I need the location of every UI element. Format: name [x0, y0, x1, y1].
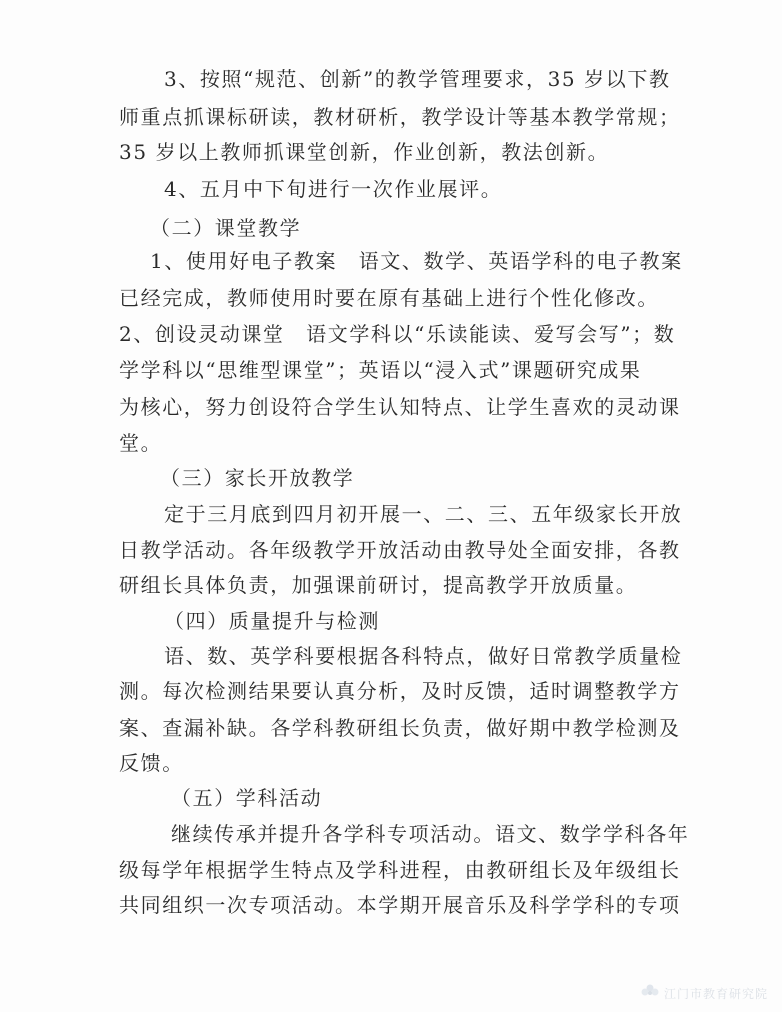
text-line: 案、查漏补缺。各学科教研组长负责，做好期中教学检测及 [119, 716, 681, 740]
watermark [640, 982, 768, 1004]
text-line: 3、按照“规范、创新”的教学管理要求，35 岁以下教 [164, 67, 671, 91]
text-line: 定于三月底到四月初开展一、二、三、五年级家长开放 [164, 502, 683, 526]
section-heading: （三）家长开放教学 [160, 466, 355, 490]
text-line: 为核心，努力创设符合学生认知特点、让学生喜欢的灵动课 [119, 395, 681, 419]
text-line: 日教学活动。各年级教学开放活动由教导处全面安排，各教 [119, 538, 681, 562]
flower-logo-icon [640, 982, 660, 1004]
text-line: 1、使用好电子教案 语文、数学、英语学科的电子教案 [150, 249, 683, 273]
text-line: 级每学年根据学生特点及学科进程，由教研组长及年级组长 [119, 858, 681, 882]
text-line: 4、五月中下旬进行一次作业展评。 [164, 177, 503, 201]
text-line: 学学科以“思维型课堂”；英语以“浸入式”课题研究成果 [119, 358, 642, 382]
text-line: 已经完成，教师使用时要在原有基础上进行个性化修改。 [119, 286, 659, 310]
text-line: 测。每次检测结果要认真分析，及时反馈，适时调整教学方 [119, 679, 681, 703]
text-line: 共同组织一次专项活动。本学期开展音乐及科学学科的专项 [119, 893, 681, 917]
text-line: 语、数、英学科要根据各科特点，做好日常教学质量检 [164, 644, 683, 668]
section-heading: （二）课堂教学 [150, 216, 302, 240]
text-line: 2、创设灵动课堂 语文学科以“乐读能读、爱写会写”；数 [119, 322, 676, 346]
text-line: 师重点抓课标研读，教材研析，教学设计等基本教学常规； [119, 105, 681, 129]
text-line: 继续传承并提升各学科专项活动。语文、数学学科各年 [171, 822, 690, 846]
text-line: 35 岁以上教师抓课堂创新，作业创新，教法创新。 [119, 140, 610, 164]
section-heading: （五）学科活动 [171, 786, 323, 810]
watermark-text: 江门市教育研究院 [663, 986, 768, 1001]
section-heading: （四）质量提升与检测 [164, 609, 380, 633]
text-line: 研组长具体负责，加强课前研讨，提高教学开放质量。 [119, 573, 638, 597]
text-line: 堂。 [119, 431, 163, 455]
text-line: 反馈。 [119, 751, 184, 775]
